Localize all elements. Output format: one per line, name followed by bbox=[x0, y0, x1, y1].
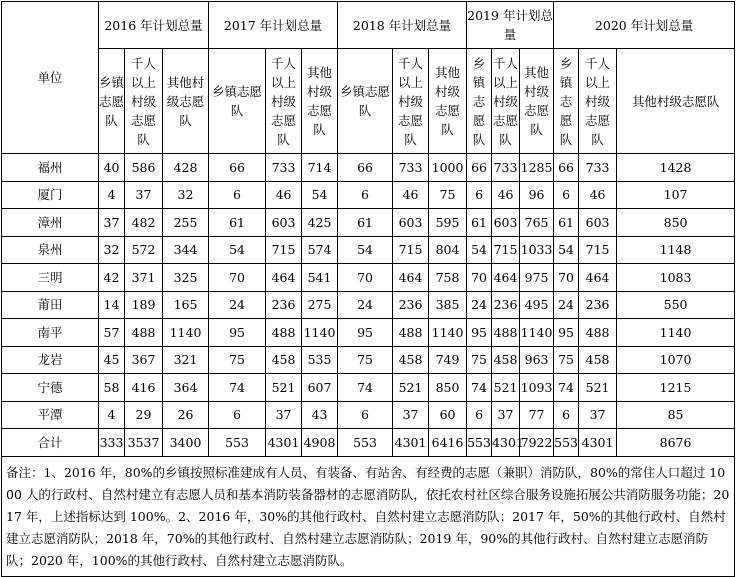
value-cell: 74 bbox=[554, 374, 579, 402]
value-cell: 74 bbox=[338, 374, 393, 402]
value-cell: 236 bbox=[579, 291, 617, 319]
value-cell: 603 bbox=[492, 209, 520, 237]
col-header: 乡镇志愿队 bbox=[99, 49, 125, 154]
value-cell: 1140 bbox=[520, 319, 554, 347]
value-cell: 6 bbox=[554, 181, 579, 209]
value-cell: 75 bbox=[467, 346, 492, 374]
table-row bbox=[2, 209, 735, 237]
value-cell: 66 bbox=[554, 154, 579, 182]
value-cell: 24 bbox=[467, 291, 492, 319]
value-cell: 603 bbox=[266, 209, 302, 237]
value-cell: 54 bbox=[302, 181, 338, 209]
value-cell: 1428 bbox=[617, 154, 735, 182]
table-row bbox=[2, 346, 735, 374]
value-cell: 70 bbox=[554, 264, 579, 292]
value-cell: 54 bbox=[209, 236, 266, 264]
table-row bbox=[2, 264, 735, 292]
value-cell: 75 bbox=[554, 346, 579, 374]
value-cell: 321 bbox=[163, 346, 209, 374]
value-cell: 24 bbox=[554, 291, 579, 319]
value-cell: 66 bbox=[338, 154, 393, 182]
value-cell: 1285 bbox=[520, 154, 554, 182]
value-cell: 189 bbox=[125, 291, 163, 319]
value-cell: 1148 bbox=[617, 236, 735, 264]
value-cell: 804 bbox=[429, 236, 467, 264]
col-header: 乡镇志愿队 bbox=[467, 49, 492, 154]
value-cell: 165 bbox=[163, 291, 209, 319]
value-cell: 236 bbox=[492, 291, 520, 319]
value-cell: 58 bbox=[99, 374, 125, 402]
value-cell: 57 bbox=[99, 319, 125, 347]
value-cell: 733 bbox=[393, 154, 429, 182]
value-cell: 535 bbox=[302, 346, 338, 374]
value-cell: 85 bbox=[617, 401, 735, 429]
value-cell: 1093 bbox=[520, 374, 554, 402]
value-cell: 4301 bbox=[492, 429, 520, 457]
unit-cell: 莆田 bbox=[2, 291, 99, 319]
year-header-row bbox=[2, 2, 735, 49]
table-body bbox=[2, 154, 735, 457]
unit-cell: 漳州 bbox=[2, 209, 99, 237]
value-cell: 14 bbox=[99, 291, 125, 319]
col-header: 其他村级志愿队 bbox=[617, 49, 735, 154]
value-cell: 95 bbox=[467, 319, 492, 347]
col-header: 其他村级志愿队 bbox=[429, 49, 467, 154]
value-cell: 521 bbox=[492, 374, 520, 402]
value-cell: 54 bbox=[338, 236, 393, 264]
col-header: 千人以上村级志愿队 bbox=[393, 49, 429, 154]
value-cell: 975 bbox=[520, 264, 554, 292]
table-row bbox=[2, 154, 735, 182]
value-cell: 4301 bbox=[266, 429, 302, 457]
value-cell: 6 bbox=[338, 401, 393, 429]
value-cell: 54 bbox=[467, 236, 492, 264]
value-cell: 70 bbox=[209, 264, 266, 292]
col-header: 其他村级志愿队 bbox=[302, 49, 338, 154]
value-cell: 32 bbox=[163, 181, 209, 209]
value-cell: 458 bbox=[266, 346, 302, 374]
value-cell: 607 bbox=[302, 374, 338, 402]
value-cell: 4908 bbox=[302, 429, 338, 457]
value-cell: 96 bbox=[520, 181, 554, 209]
table-row bbox=[2, 236, 735, 264]
value-cell: 42 bbox=[99, 264, 125, 292]
value-cell: 344 bbox=[163, 236, 209, 264]
value-cell: 255 bbox=[163, 209, 209, 237]
year-header-2020: 2020 年计划总量 bbox=[554, 2, 735, 49]
value-cell: 6416 bbox=[429, 429, 467, 457]
value-cell: 1140 bbox=[163, 319, 209, 347]
table-row bbox=[2, 181, 735, 209]
value-cell: 1083 bbox=[617, 264, 735, 292]
value-cell: 521 bbox=[266, 374, 302, 402]
value-cell: 758 bbox=[429, 264, 467, 292]
value-cell: 6 bbox=[209, 401, 266, 429]
col-header: 其他村级志愿队 bbox=[520, 49, 554, 154]
value-cell: 765 bbox=[520, 209, 554, 237]
table-row bbox=[2, 374, 735, 402]
value-cell: 1070 bbox=[617, 346, 735, 374]
value-cell: 458 bbox=[579, 346, 617, 374]
value-cell: 45 bbox=[99, 346, 125, 374]
year-header-2016: 2016 年计划总量 bbox=[99, 2, 209, 49]
value-cell: 6 bbox=[467, 181, 492, 209]
value-cell: 4 bbox=[99, 401, 125, 429]
value-cell: 488 bbox=[579, 319, 617, 347]
value-cell: 95 bbox=[338, 319, 393, 347]
value-cell: 715 bbox=[579, 236, 617, 264]
value-cell: 603 bbox=[579, 209, 617, 237]
value-cell: 482 bbox=[125, 209, 163, 237]
value-cell: 75 bbox=[429, 181, 467, 209]
value-cell: 4301 bbox=[393, 429, 429, 457]
value-cell: 715 bbox=[393, 236, 429, 264]
value-cell: 458 bbox=[393, 346, 429, 374]
value-cell: 464 bbox=[492, 264, 520, 292]
value-cell: 46 bbox=[266, 181, 302, 209]
value-cell: 54 bbox=[554, 236, 579, 264]
unit-cell: 福州 bbox=[2, 154, 99, 182]
value-cell: 488 bbox=[125, 319, 163, 347]
value-cell: 733 bbox=[266, 154, 302, 182]
value-cell: 385 bbox=[429, 291, 467, 319]
value-cell: 850 bbox=[617, 209, 735, 237]
value-cell: 61 bbox=[554, 209, 579, 237]
table-row bbox=[2, 401, 735, 429]
unit-cell: 泉州 bbox=[2, 236, 99, 264]
value-cell: 325 bbox=[163, 264, 209, 292]
value-cell: 6 bbox=[209, 181, 266, 209]
value-cell: 74 bbox=[467, 374, 492, 402]
value-cell: 24 bbox=[338, 291, 393, 319]
col-header: 其他村级志愿队 bbox=[163, 49, 209, 154]
value-cell: 95 bbox=[209, 319, 266, 347]
value-cell: 46 bbox=[393, 181, 429, 209]
value-cell: 66 bbox=[209, 154, 266, 182]
volunteer-fire-plan-table bbox=[1, 1, 735, 577]
value-cell: 32 bbox=[99, 236, 125, 264]
value-cell: 26 bbox=[163, 401, 209, 429]
year-header-2018: 2018 年计划总量 bbox=[338, 2, 467, 49]
value-cell: 458 bbox=[492, 346, 520, 374]
value-cell: 70 bbox=[338, 264, 393, 292]
unit-cell: 厦门 bbox=[2, 181, 99, 209]
value-cell: 37 bbox=[393, 401, 429, 429]
unit-cell: 平潭 bbox=[2, 401, 99, 429]
value-cell: 850 bbox=[429, 374, 467, 402]
col-header: 乡镇志愿队 bbox=[554, 49, 579, 154]
value-cell: 553 bbox=[467, 429, 492, 457]
value-cell: 8676 bbox=[617, 429, 735, 457]
value-cell: 521 bbox=[579, 374, 617, 402]
value-cell: 495 bbox=[520, 291, 554, 319]
subheader-row bbox=[2, 49, 735, 154]
value-cell: 464 bbox=[393, 264, 429, 292]
value-cell: 61 bbox=[467, 209, 492, 237]
value-cell: 572 bbox=[125, 236, 163, 264]
value-cell: 715 bbox=[266, 236, 302, 264]
value-cell: 333 bbox=[99, 429, 125, 457]
value-cell: 37 bbox=[99, 209, 125, 237]
value-cell: 488 bbox=[266, 319, 302, 347]
value-cell: 61 bbox=[209, 209, 266, 237]
value-cell: 749 bbox=[429, 346, 467, 374]
year-header-2017: 2017 年计划总量 bbox=[209, 2, 338, 49]
table-row bbox=[2, 291, 735, 319]
value-cell: 586 bbox=[125, 154, 163, 182]
value-cell: 37 bbox=[492, 401, 520, 429]
value-cell: 6 bbox=[554, 401, 579, 429]
value-cell: 60 bbox=[429, 401, 467, 429]
col-header: 乡镇志愿队 bbox=[338, 49, 393, 154]
value-cell: 1000 bbox=[429, 154, 467, 182]
table-note: 备注：1、2016 年，80%的乡镇按照标准建成有人员、有装备、有站舍、有经费的志愿（兼职）消防队，80%的常住人口超过 1000 人的行政村、自然村建立有志愿人员和基本消防装备器材的志愿消防队，依托农村社区综合服务设施拓展公共消防服务功能；2017 年，上述指标达到 100%。2、2016 年，30%的其他行政村、自然村建立志愿消防队；2017 年，50%的其他行政村、自然村建立志愿消防队；2018 年，70%的其他行政村、自然村建立志愿消防队；2019 年，90%的其他行政村、自然村建立志愿消防队；2020 年，100%的其他行政村、自然村建立志愿消防队。 bbox=[2, 456, 735, 576]
value-cell: 595 bbox=[429, 209, 467, 237]
value-cell: 37 bbox=[579, 401, 617, 429]
unit-cell: 三明 bbox=[2, 264, 99, 292]
value-cell: 74 bbox=[209, 374, 266, 402]
value-cell: 6 bbox=[338, 181, 393, 209]
value-cell: 37 bbox=[125, 181, 163, 209]
value-cell: 1140 bbox=[429, 319, 467, 347]
col-header: 乡镇志愿队 bbox=[209, 49, 266, 154]
unit-cell: 南平 bbox=[2, 319, 99, 347]
value-cell: 416 bbox=[125, 374, 163, 402]
value-cell: 428 bbox=[163, 154, 209, 182]
value-cell: 4 bbox=[99, 181, 125, 209]
value-cell: 3537 bbox=[125, 429, 163, 457]
unit-cell: 宁德 bbox=[2, 374, 99, 402]
value-cell: 1140 bbox=[617, 319, 735, 347]
value-cell: 6 bbox=[467, 401, 492, 429]
value-cell: 603 bbox=[393, 209, 429, 237]
value-cell: 70 bbox=[467, 264, 492, 292]
value-cell: 40 bbox=[99, 154, 125, 182]
value-cell: 236 bbox=[266, 291, 302, 319]
value-cell: 4301 bbox=[579, 429, 617, 457]
unit-cell: 龙岩 bbox=[2, 346, 99, 374]
value-cell: 714 bbox=[302, 154, 338, 182]
value-cell: 66 bbox=[467, 154, 492, 182]
value-cell: 371 bbox=[125, 264, 163, 292]
value-cell: 733 bbox=[579, 154, 617, 182]
value-cell: 7922 bbox=[520, 429, 554, 457]
value-cell: 541 bbox=[302, 264, 338, 292]
value-cell: 3400 bbox=[163, 429, 209, 457]
value-cell: 733 bbox=[492, 154, 520, 182]
unit-header: 单位 bbox=[2, 2, 99, 154]
value-cell: 275 bbox=[302, 291, 338, 319]
table-row bbox=[2, 429, 735, 457]
value-cell: 464 bbox=[579, 264, 617, 292]
value-cell: 1033 bbox=[520, 236, 554, 264]
value-cell: 1215 bbox=[617, 374, 735, 402]
value-cell: 61 bbox=[338, 209, 393, 237]
value-cell: 75 bbox=[338, 346, 393, 374]
value-cell: 553 bbox=[554, 429, 579, 457]
value-cell: 107 bbox=[617, 181, 735, 209]
value-cell: 488 bbox=[492, 319, 520, 347]
col-header: 千人以上村级志愿队 bbox=[492, 49, 520, 154]
value-cell: 550 bbox=[617, 291, 735, 319]
value-cell: 46 bbox=[579, 181, 617, 209]
unit-cell: 合计 bbox=[2, 429, 99, 457]
value-cell: 553 bbox=[338, 429, 393, 457]
note-row bbox=[2, 456, 735, 576]
value-cell: 236 bbox=[393, 291, 429, 319]
value-cell: 425 bbox=[302, 209, 338, 237]
value-cell: 364 bbox=[163, 374, 209, 402]
value-cell: 77 bbox=[520, 401, 554, 429]
value-cell: 1140 bbox=[302, 319, 338, 347]
value-cell: 46 bbox=[492, 181, 520, 209]
value-cell: 29 bbox=[125, 401, 163, 429]
value-cell: 43 bbox=[302, 401, 338, 429]
value-cell: 24 bbox=[209, 291, 266, 319]
value-cell: 464 bbox=[266, 264, 302, 292]
value-cell: 367 bbox=[125, 346, 163, 374]
value-cell: 95 bbox=[554, 319, 579, 347]
col-header: 千人以上村级志愿队 bbox=[579, 49, 617, 154]
year-header-2019: 2019 年计划总量 bbox=[467, 2, 554, 49]
value-cell: 553 bbox=[209, 429, 266, 457]
value-cell: 75 bbox=[209, 346, 266, 374]
col-header: 千人以上村级志愿队 bbox=[266, 49, 302, 154]
value-cell: 963 bbox=[520, 346, 554, 374]
table-row bbox=[2, 319, 735, 347]
value-cell: 715 bbox=[492, 236, 520, 264]
value-cell: 37 bbox=[266, 401, 302, 429]
value-cell: 574 bbox=[302, 236, 338, 264]
col-header: 千人以上村级志愿队 bbox=[125, 49, 163, 154]
value-cell: 521 bbox=[393, 374, 429, 402]
value-cell: 488 bbox=[393, 319, 429, 347]
